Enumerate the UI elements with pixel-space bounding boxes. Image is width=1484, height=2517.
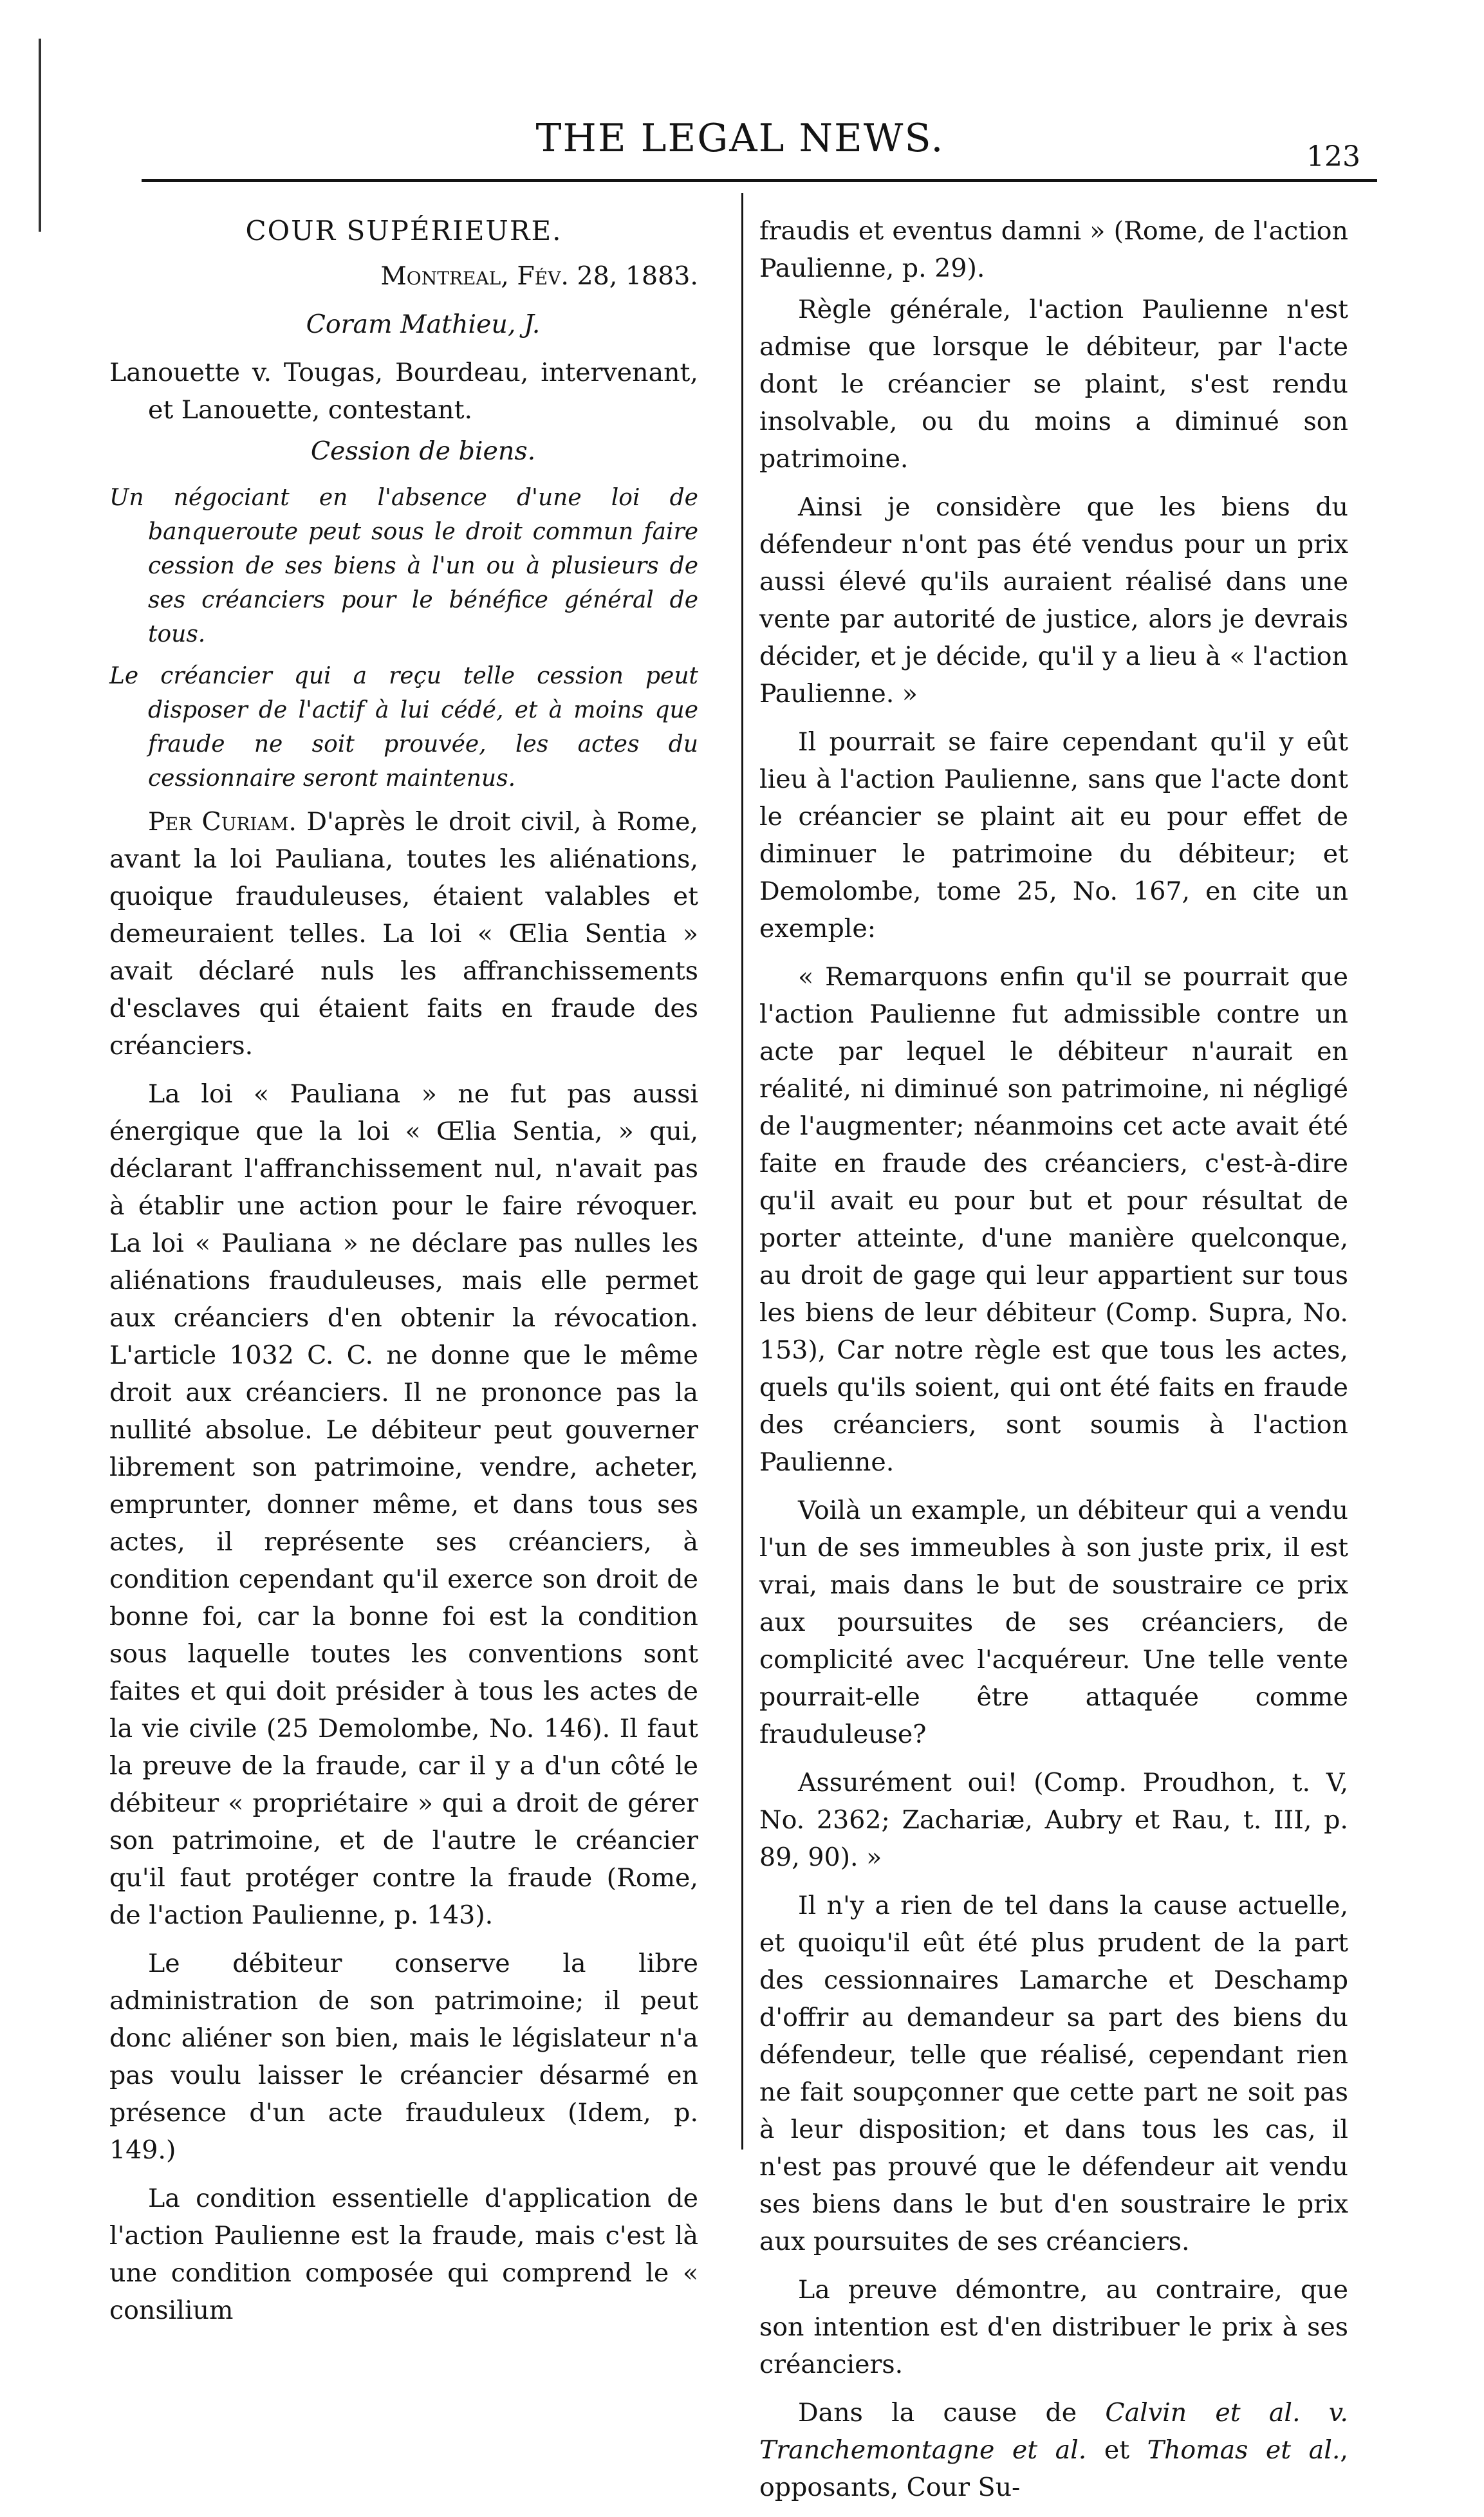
quotation: « Remarquons enfin qu'il se pourrait que l'action Paulienne fut admissible contre un acte par lequel le débiteur n'aurait en réalité, ni diminué son patrimoine, ni négligé de l'augmenter; néanmoins cet acte avait été faite en fraude des créanciers, c'est-à-dire qu'il avait eu pour but et pour résultat de porter atteinte, d'une manière quelconque, au droit de gage qui leur appartient sur tous les biens de leur débiteur (Comp. Supra, No. 153), Car notre règle est que tous les actes, quels qu'ils soient, qui ont été faits en fraude des créanciers, sont soumis à l'action Paulienne. <box>759 962 1348 1477</box>
case-parties: Lanouette v. Tougas, Bourdeau, intervenant, et Lanouette, contestant. <box>109 358 698 425</box>
case-name: Calvin et al. v. Tranchemontagne et al. <box>759 2398 1348 2465</box>
paragraph: Ainsi je considère que les biens du défendeur n'ont pas été vendus pour un prix aussi élevé qu'ils auraient réalisé dans une vente par autorité de justice, alors je devrais décider, et je décide, qu'il y a lieu à « l'action Paulienne. » <box>759 492 1348 709</box>
paragraph: Le débiteur conserve la libre administration de son patrimoine; il peut donc aliéner son bien, mais le législateur n'a pas voulu laisser le créancier désarmé en présence d'un acte frauduleux (Idem, p. 149.) <box>109 1949 698 2165</box>
case-subject: Cession de biens. <box>310 436 536 466</box>
paragraph-continued: fraudis et eventus damni » (Rome, de l'action Paulienne, p. 29). <box>759 216 1348 283</box>
paragraph-text: Dans la cause de <box>798 2398 1077 2428</box>
headnote-2: Le créancier qui a reçu telle cession peut disposer de l'actif à lui cédé, et à moins que fraude ne soit prouvée, les actes du cessionnaire seront maintenus. <box>109 663 698 792</box>
left-column <box>109 212 698 2340</box>
header-rule <box>142 179 1377 182</box>
paragraph: La preuve démontre, au contraire, que son intention est d'en distribuer le prix à ses créanciers. <box>759 2275 1348 2379</box>
right-column <box>759 212 1348 2517</box>
paragraph: La condition essentielle d'application de l'action Paulienne est la fraude, mais c'est là une condition composée qui comprend le « consilium <box>109 2184 698 2325</box>
paragraph: La loi « Pauliana » ne fut pas aussi énergique que la loi « Œlia Sentia, » qui, déclarant l'affranchissement nul, n'avait pas à établir une action pour le faire révoquer. La loi « Pauliana » ne déclare pas nulles les aliénations frauduleuses, mais elle permet aux créanciers d'en obtenir la révocation. L'article 1032 C. C. ne donne que le même droit aux créanciers. Il ne prononce pas la nullité absolue. Le débiteur peut gouverner librement son patrimoine, vendre, acheter, emprunter, donner même, et dans tous ses actes, il représente ses créanciers, à condition cependant qu'il exerce son droit de bonne foi, car la bonne foi est la condition sous laquelle toutes les conventions sont faites et qui doit présider à tous les actes de la vie civile (25 Demolombe, No. 146). Il faut la preuve de la fraude, car il y a d'un côté le débiteur « propriétaire » qui a droit de gérer son patrimoine, et de l'autre le créancier qu'il faut protéger contre la fraude (Rome, de l'action Paulienne, p. 143). <box>109 1079 698 1930</box>
paragraph: Voilà un example, un débiteur qui a vendu l'un de ses immeubles à son juste prix, il est vrai, mais dans le but de soustraire ce prix aux poursuites de ses créanciers, de complicité avec l'acquéreur. Une telle vente pourrait-elle être attaquée comme frauduleuse? <box>759 1496 1348 1749</box>
paragraph <box>759 2394 1348 2506</box>
case-name: Thomas et al. <box>1147 2435 1340 2465</box>
court-heading: COUR SUPÉRIEURE. <box>245 215 562 246</box>
paragraph-text: , opposants, Cour Su- <box>759 2435 1348 2502</box>
coram-line: Coram Mathieu, J. <box>306 310 541 339</box>
margin-mark <box>39 39 48 232</box>
paragraph-text: D'après le droit civil, à Rome, avant la loi Pauliana, toutes les aliénations, quoique frauduleuses, étaient valables et demeuraient telles. La loi « Œlia Sentia » avait déclaré nuls les affranchissements d'esclaves qui étaient faits en fraude des créanciers. <box>109 807 698 1061</box>
headnote-1: Un négociant en l'absence d'une loi de banqueroute peut sous le droit commun faire cession de ses biens à l'un ou à plusieurs de ses créanciers pour le bénéfice général de tous. <box>109 485 698 647</box>
paragraph: Assurément oui! (Comp. Proudhon, t. V, No. 2362; Zachariæ, Aubry et Rau, t. III, p. 89, 90). » <box>759 1768 1348 1872</box>
per-curiam-label: Per Curiam. <box>148 807 297 837</box>
paragraph <box>109 803 698 1064</box>
paragraph: Règle générale, l'action Paulienne n'est admise que lorsque le débiteur, par l'acte dont le créancier se plaint, s'est rendu insolvable, ou du moins a diminué son patrimoine. <box>759 295 1348 474</box>
page-number: 123 <box>1306 140 1360 173</box>
paragraph: Il pourrait se faire cependant qu'il y eût lieu à l'action Paulienne, sans que l'acte dont le créancier se plaint ait eu pour effet de diminuer le patrimoine du débiteur; et Demolombe, tome 25, No. 167, en cite un exemple: <box>759 727 1348 943</box>
paragraph-text: et <box>1104 2435 1130 2465</box>
column-divider <box>741 193 743 2150</box>
dateline: Montreal, Fév. 28, 1883. <box>380 261 698 291</box>
paragraph: Il n'y a rien de tel dans la cause actuelle, et quoiqu'il eût été plus prudent de la part des cessionnaires Lamarche et Deschamp d'offrir au demandeur sa part des biens du défendeur, telle que réalisé, cependant rien ne fait soupçonner que cette part ne soit pas à leur disposition; et dans tous les cas, il n'est pas prouvé que le défendeur ait vendu ses biens dans le but d'en soustraire le prix aux poursuites de ses créanciers. <box>759 1891 1348 2256</box>
running-title: THE LEGAL NEWS. <box>535 116 945 161</box>
